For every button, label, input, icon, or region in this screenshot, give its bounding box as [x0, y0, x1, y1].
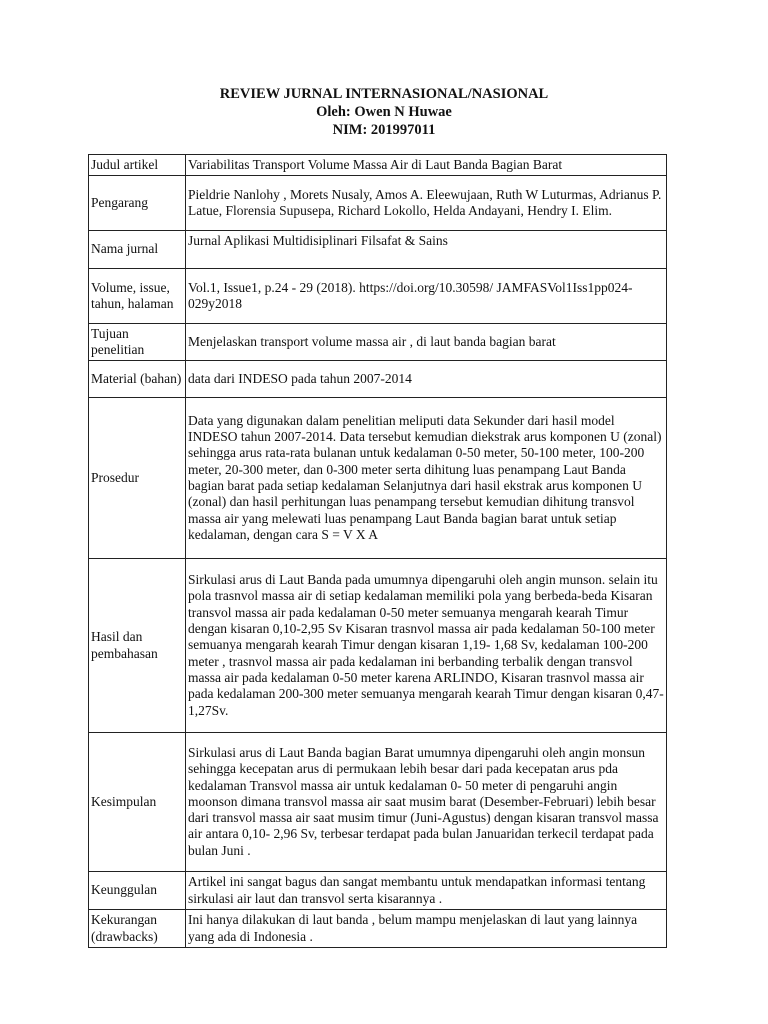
row-content: Ini hanya dilakukan di laut banda , belum mampu menjelaskan di laut yang lainnya yang ada di Indonesia . — [186, 910, 667, 948]
table-row — [89, 324, 667, 361]
row-label: Volume, issue, tahun, halaman — [89, 269, 186, 324]
reviewer-name: Oleh: Owen N Huwae — [316, 104, 452, 120]
row-content: Variabilitas Transport Volume Massa Air di Laut Banda Bagian Barat — [186, 155, 667, 176]
table-row — [89, 910, 667, 948]
table-row — [89, 155, 667, 176]
reviewer-nim: NIM: 201997011 — [332, 122, 436, 138]
row-label: Kekurangan (drawbacks) — [89, 910, 186, 948]
table-row — [89, 872, 667, 910]
row-label: Material (bahan) — [89, 361, 186, 398]
table-row — [89, 176, 667, 231]
row-content: Artikel ini sangat bagus dan sangat membantu untuk mendapatkan informasi tentang sirkulasi air laut dan transvol serta kisarannya . — [186, 872, 667, 910]
row-label: Hasil dan pembahasan — [89, 559, 186, 733]
row-label: Judul artikel — [89, 155, 186, 176]
row-content: Menjelaskan transport volume massa air , di laut banda bagian barat — [186, 324, 667, 361]
table-row — [89, 269, 667, 324]
review-title: REVIEW JURNAL INTERNASIONAL/NASIONAL — [219, 86, 549, 102]
row-label: Prosedur — [89, 398, 186, 559]
row-content: Sirkulasi arus di Laut Banda bagian Barat umumnya dipengaruhi oleh angin monsun sehingga kecepatan arus di permukaan lebih besar dari pada kecepatan arus pda kedalaman Transvol massa air untuk kedalaman 0- 50 meter di pengaruhi angin moonson dimana transvol massa air saat musim barat (Desember-Februari) lebih besar dari transvol massa air saat musim timur (Juni-Agustus) dengan kisaran transvol massa air antara 0,10- 2,96 Sv, terbesar terdapat pada bulan Januaridan terkecil terdapat pada bulan Juni . — [186, 733, 667, 872]
table-row — [89, 231, 667, 269]
table-row — [89, 361, 667, 398]
table-row — [89, 733, 667, 872]
table-row — [89, 398, 667, 559]
review-table — [88, 154, 667, 948]
row-label: Nama jurnal — [89, 231, 186, 269]
row-label: Keunggulan — [89, 872, 186, 910]
row-label: Tujuan penelitian — [89, 324, 186, 361]
row-content: Pieldrie Nanlohy , Morets Nusaly, Amos A. Eleewujaan, Ruth W Luturmas, Adrianus P. Latue, Florensia Supusepa, Richard Lokollo, Helda Andayani, Hendry I. Elim. — [186, 176, 667, 231]
review-header — [0, 85, 768, 139]
row-content: Vol.1, Issue1, p.24 - 29 (2018). https://doi.org/10.30598/ JAMFASVol1Iss1pp024-029y2018 — [186, 269, 667, 324]
row-label: Kesimpulan — [89, 733, 186, 872]
table-row — [89, 559, 667, 733]
row-content: Sirkulasi arus di Laut Banda pada umumnya dipengaruhi oleh angin munson. selain itu pola trasnvol massa air di setiap kedalaman memiliki pola yang berbeda-beda Kisaran transvol massa air pada kedalaman 0-50 meter semuanya mengarah kearah Timur dengan kisaran 0,10-2,95 Sv Kisaran trasnvol massa air pada kedalaman 50-100 meter semuanya mengarah kearah Timur dengan kisaran 1,19- 1,68 Sv, kedalaman 100-200 meter , trasnvol massa air pada kedalaman ini berbanding terbalik dengan transvol massa air pada kedalaman 0-50 meter karena ARLINDO, Kisaran trasnvol massa air pada kedalaman 200-300 meter semuanya mengarah kearah Timur dengan kisaran 0,47- 1,27Sv. — [186, 559, 667, 733]
row-content: Jurnal Aplikasi Multidisiplinari Filsafat & Sains — [186, 231, 667, 269]
row-label: Pengarang — [89, 176, 186, 231]
row-content: data dari INDESO pada tahun 2007-2014 — [186, 361, 667, 398]
row-content: Data yang digunakan dalam penelitian meliputi data Sekunder dari hasil model INDESO tahun 2007-2014. Data tersebut kemudian diekstrak arus komponen U (zonal) sehingga arus rata-rata bulanan untuk kedalaman 0-50 meter, 50-100 meter, 100-200 meter, 20-300 meter, dan 0-300 meter serta dihitung luas penampang Laut Banda bagian barat pada setiap kedalaman Selanjutnya dari hasil ekstrak arus komponen U (zonal) dan hasil perhitungan luas penampang tersebut kemudian dihitung transvol massa air yang melewati luas penampang Laut Banda bagian barat untuk setiap kedalaman, dengan cara S = V X A — [186, 398, 667, 559]
